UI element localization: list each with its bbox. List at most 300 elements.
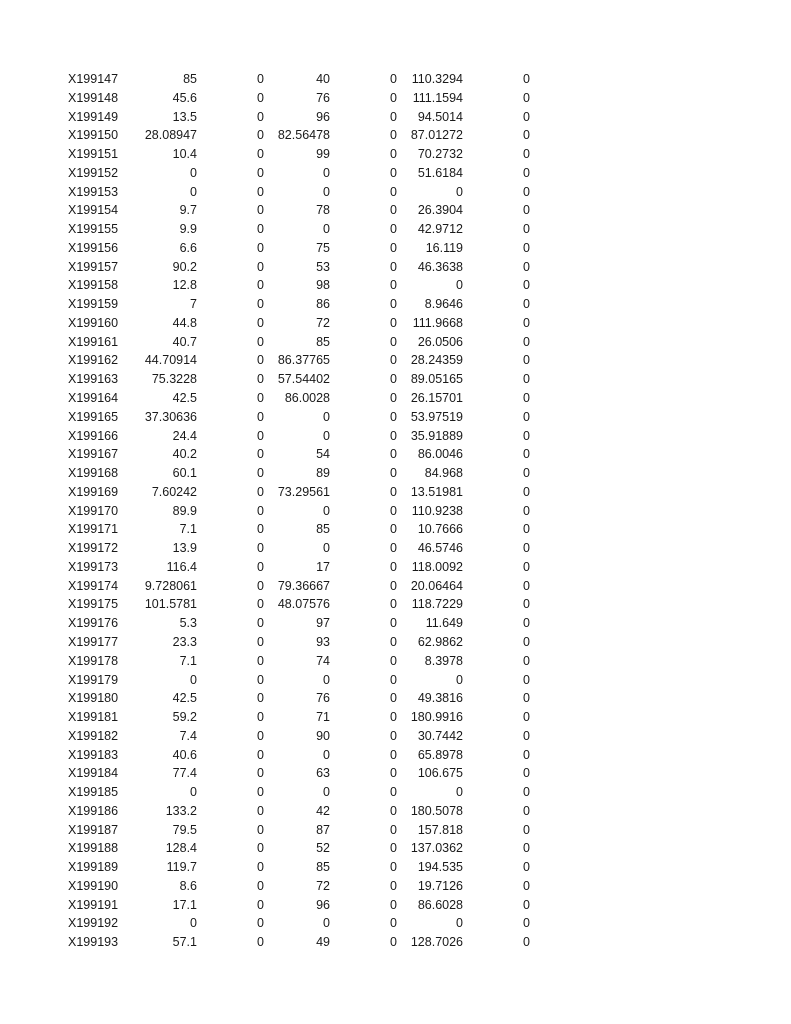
value-a-cell[interactable]: 128.4 <box>165 841 197 856</box>
value-b-cell[interactable]: 0 <box>257 372 264 387</box>
value-e-cell[interactable]: 86.6028 <box>417 897 463 912</box>
row-id-cell[interactable]: X199153 <box>68 184 119 199</box>
value-f-cell[interactable]: 0 <box>523 240 530 255</box>
value-d-cell[interactable]: 0 <box>390 878 397 893</box>
value-f-cell[interactable]: 0 <box>523 165 530 180</box>
row-id-cell[interactable]: X199161 <box>68 334 119 349</box>
value-c-cell[interactable]: 53 <box>316 259 330 274</box>
value-d-cell[interactable]: 0 <box>390 90 397 105</box>
value-d-cell[interactable]: 0 <box>390 240 397 255</box>
value-c-cell[interactable]: 72 <box>316 315 330 330</box>
row-id-cell[interactable]: X199169 <box>68 484 119 499</box>
row-id-cell[interactable]: X199147 <box>68 72 119 86</box>
row-id-cell[interactable]: X199175 <box>68 597 119 612</box>
row-id-cell[interactable]: X199154 <box>68 203 119 218</box>
row-id-cell[interactable]: X199173 <box>68 559 119 574</box>
value-b-cell[interactable]: 0 <box>257 597 264 612</box>
value-d-cell[interactable]: 0 <box>390 766 397 781</box>
row-id-cell[interactable]: X199176 <box>68 616 119 631</box>
value-d-cell[interactable]: 0 <box>390 503 397 518</box>
value-c-cell[interactable]: 0 <box>323 541 330 556</box>
value-f-cell[interactable]: 0 <box>523 278 530 293</box>
value-a-cell[interactable]: 17.1 <box>172 897 197 912</box>
value-e-cell[interactable]: 0 <box>456 916 463 931</box>
value-d-cell[interactable]: 0 <box>390 297 397 312</box>
row-id-cell[interactable]: X199163 <box>68 372 119 387</box>
value-b-cell[interactable]: 0 <box>257 90 264 105</box>
value-b-cell[interactable]: 0 <box>257 860 264 875</box>
value-a-cell[interactable]: 89.9 <box>172 503 197 518</box>
value-a-cell[interactable]: 42.5 <box>172 691 197 706</box>
value-f-cell[interactable]: 0 <box>523 653 530 668</box>
value-e-cell[interactable]: 49.3816 <box>417 691 463 706</box>
value-e-cell[interactable]: 8.3978 <box>424 653 463 668</box>
value-d-cell[interactable]: 0 <box>390 672 397 687</box>
value-c-cell[interactable]: 17 <box>316 559 330 574</box>
value-f-cell[interactable]: 0 <box>523 484 530 499</box>
value-f-cell[interactable]: 0 <box>523 691 530 706</box>
value-f-cell[interactable]: 0 <box>523 785 530 800</box>
value-c-cell[interactable]: 63 <box>316 766 330 781</box>
value-f-cell[interactable]: 0 <box>523 710 530 725</box>
value-c-cell[interactable]: 89 <box>316 466 330 481</box>
row-id-cell[interactable]: X199186 <box>68 803 119 818</box>
value-c-cell[interactable]: 85 <box>316 334 330 349</box>
value-f-cell[interactable]: 0 <box>523 897 530 912</box>
row-id-cell[interactable]: X199184 <box>68 766 119 781</box>
value-a-cell[interactable]: 0 <box>190 916 197 931</box>
value-c-cell[interactable]: 73.29561 <box>277 484 330 499</box>
value-f-cell[interactable]: 0 <box>523 353 530 368</box>
value-b-cell[interactable]: 0 <box>257 391 264 406</box>
value-d-cell[interactable]: 0 <box>390 747 397 762</box>
value-b-cell[interactable]: 0 <box>257 616 264 631</box>
value-d-cell[interactable]: 0 <box>390 165 397 180</box>
value-a-cell[interactable]: 75.3228 <box>151 372 197 387</box>
row-id-cell[interactable]: X199180 <box>68 691 119 706</box>
value-b-cell[interactable]: 0 <box>257 578 264 593</box>
row-id-cell[interactable]: X199162 <box>68 353 119 368</box>
value-e-cell[interactable]: 118.0092 <box>411 559 463 574</box>
value-b-cell[interactable]: 0 <box>257 522 264 537</box>
value-b-cell[interactable]: 0 <box>257 916 264 931</box>
row-id-cell[interactable]: X199178 <box>68 653 119 668</box>
value-b-cell[interactable]: 0 <box>257 109 264 124</box>
value-f-cell[interactable]: 0 <box>523 935 530 950</box>
value-b-cell[interactable]: 0 <box>257 766 264 781</box>
value-d-cell[interactable]: 0 <box>390 315 397 330</box>
row-id-cell[interactable]: X199171 <box>68 522 119 537</box>
value-f-cell[interactable]: 0 <box>523 466 530 481</box>
value-b-cell[interactable]: 0 <box>257 710 264 725</box>
value-a-cell[interactable]: 28.08947 <box>144 128 197 143</box>
value-e-cell[interactable]: 137.0362 <box>410 841 463 856</box>
value-a-cell[interactable]: 37.30636 <box>144 409 197 424</box>
row-id-cell[interactable]: X199151 <box>68 147 119 162</box>
value-e-cell[interactable]: 87.01272 <box>410 128 463 143</box>
value-a-cell[interactable]: 7.1 <box>179 653 197 668</box>
row-id-cell[interactable]: X199192 <box>68 916 119 931</box>
value-a-cell[interactable]: 44.70914 <box>144 353 197 368</box>
value-e-cell[interactable]: 46.5746 <box>417 541 463 556</box>
value-b-cell[interactable]: 0 <box>257 747 264 762</box>
row-id-cell[interactable]: X199159 <box>68 297 119 312</box>
value-a-cell[interactable]: 0 <box>190 184 197 199</box>
value-d-cell[interactable]: 0 <box>390 222 397 237</box>
value-f-cell[interactable]: 0 <box>523 766 530 781</box>
value-a-cell[interactable]: 7.1 <box>179 522 197 537</box>
value-f-cell[interactable]: 0 <box>523 184 530 199</box>
value-b-cell[interactable]: 0 <box>257 428 264 443</box>
value-b-cell[interactable]: 0 <box>257 484 264 499</box>
value-e-cell[interactable]: 10.7666 <box>417 522 463 537</box>
value-d-cell[interactable]: 0 <box>390 72 397 86</box>
value-b-cell[interactable]: 0 <box>257 691 264 706</box>
value-c-cell[interactable]: 78 <box>316 203 330 218</box>
value-f-cell[interactable]: 0 <box>523 878 530 893</box>
value-d-cell[interactable]: 0 <box>390 653 397 668</box>
value-e-cell[interactable]: 20.06464 <box>410 578 463 593</box>
row-id-cell[interactable]: X199189 <box>68 860 119 875</box>
value-b-cell[interactable]: 0 <box>257 541 264 556</box>
value-e-cell[interactable]: 35.91889 <box>410 428 463 443</box>
value-b-cell[interactable]: 0 <box>257 728 264 743</box>
value-c-cell[interactable]: 0 <box>323 785 330 800</box>
value-e-cell[interactable]: 11.649 <box>425 616 463 631</box>
value-f-cell[interactable]: 0 <box>523 616 530 631</box>
value-a-cell[interactable]: 13.5 <box>172 109 197 124</box>
value-e-cell[interactable]: 0 <box>456 672 463 687</box>
value-e-cell[interactable]: 0 <box>456 278 463 293</box>
value-c-cell[interactable]: 0 <box>323 916 330 931</box>
row-id-cell[interactable]: X199150 <box>68 128 119 143</box>
value-c-cell[interactable]: 86.37765 <box>277 353 330 368</box>
value-c-cell[interactable]: 49 <box>316 935 330 950</box>
value-a-cell[interactable]: 5.3 <box>179 616 197 631</box>
value-e-cell[interactable]: 110.9238 <box>411 503 463 518</box>
value-c-cell[interactable]: 40 <box>316 72 330 86</box>
value-f-cell[interactable]: 0 <box>523 147 530 162</box>
value-d-cell[interactable]: 0 <box>390 447 397 462</box>
value-e-cell[interactable]: 84.968 <box>424 466 463 481</box>
row-id-cell[interactable]: X199149 <box>68 109 119 124</box>
value-e-cell[interactable]: 118.7229 <box>411 597 463 612</box>
value-d-cell[interactable]: 0 <box>390 841 397 856</box>
value-e-cell[interactable]: 19.7126 <box>417 878 463 893</box>
value-b-cell[interactable]: 0 <box>257 935 264 950</box>
value-d-cell[interactable]: 0 <box>390 184 397 199</box>
row-id-cell[interactable]: X199183 <box>68 747 119 762</box>
value-a-cell[interactable]: 60.1 <box>172 466 197 481</box>
value-b-cell[interactable]: 0 <box>257 559 264 574</box>
value-f-cell[interactable]: 0 <box>523 90 530 105</box>
value-b-cell[interactable]: 0 <box>257 72 264 86</box>
value-f-cell[interactable]: 0 <box>523 109 530 124</box>
value-d-cell[interactable]: 0 <box>390 728 397 743</box>
value-f-cell[interactable]: 0 <box>523 372 530 387</box>
value-e-cell[interactable]: 0 <box>456 184 463 199</box>
value-e-cell[interactable]: 26.3904 <box>417 203 463 218</box>
value-f-cell[interactable]: 0 <box>523 222 530 237</box>
value-e-cell[interactable]: 86.0046 <box>417 447 463 462</box>
value-b-cell[interactable]: 0 <box>257 466 264 481</box>
value-d-cell[interactable]: 0 <box>390 822 397 837</box>
value-a-cell[interactable]: 9.9 <box>179 222 197 237</box>
value-a-cell[interactable]: 12.8 <box>172 278 197 293</box>
value-e-cell[interactable]: 0 <box>456 785 463 800</box>
value-a-cell[interactable]: 23.3 <box>172 634 197 649</box>
value-b-cell[interactable]: 0 <box>257 653 264 668</box>
value-f-cell[interactable]: 0 <box>523 860 530 875</box>
value-b-cell[interactable]: 0 <box>257 803 264 818</box>
value-a-cell[interactable]: 8.6 <box>179 878 197 893</box>
value-d-cell[interactable]: 0 <box>390 897 397 912</box>
value-d-cell[interactable]: 0 <box>390 259 397 274</box>
value-e-cell[interactable]: 157.818 <box>417 822 463 837</box>
value-a-cell[interactable]: 59.2 <box>172 710 197 725</box>
value-b-cell[interactable]: 0 <box>257 297 264 312</box>
value-c-cell[interactable]: 85 <box>316 860 330 875</box>
value-e-cell[interactable]: 8.9646 <box>424 297 463 312</box>
value-c-cell[interactable]: 0 <box>323 428 330 443</box>
value-a-cell[interactable]: 116.4 <box>166 559 197 574</box>
value-f-cell[interactable]: 0 <box>523 128 530 143</box>
value-a-cell[interactable]: 90.2 <box>172 259 197 274</box>
value-e-cell[interactable]: 94.5014 <box>417 109 463 124</box>
value-d-cell[interactable]: 0 <box>390 916 397 931</box>
value-c-cell[interactable]: 82.56478 <box>277 128 330 143</box>
value-b-cell[interactable]: 0 <box>257 128 264 143</box>
value-f-cell[interactable]: 0 <box>523 841 530 856</box>
value-d-cell[interactable]: 0 <box>390 860 397 875</box>
value-b-cell[interactable]: 0 <box>257 353 264 368</box>
row-id-cell[interactable]: X199152 <box>68 165 119 180</box>
value-d-cell[interactable]: 0 <box>390 353 397 368</box>
value-c-cell[interactable]: 99 <box>316 147 330 162</box>
value-e-cell[interactable]: 51.6184 <box>417 165 463 180</box>
value-f-cell[interactable]: 0 <box>523 409 530 424</box>
value-f-cell[interactable]: 0 <box>523 447 530 462</box>
value-d-cell[interactable]: 0 <box>390 334 397 349</box>
value-f-cell[interactable]: 0 <box>523 672 530 687</box>
value-b-cell[interactable]: 0 <box>257 409 264 424</box>
value-e-cell[interactable]: 16.119 <box>425 240 463 255</box>
value-d-cell[interactable]: 0 <box>390 391 397 406</box>
value-a-cell[interactable]: 42.5 <box>172 391 197 406</box>
value-c-cell[interactable]: 42 <box>316 803 330 818</box>
value-a-cell[interactable]: 45.6 <box>172 90 197 105</box>
value-d-cell[interactable]: 0 <box>390 691 397 706</box>
value-a-cell[interactable]: 40.6 <box>172 747 197 762</box>
value-d-cell[interactable]: 0 <box>390 616 397 631</box>
value-d-cell[interactable]: 0 <box>390 409 397 424</box>
value-f-cell[interactable]: 0 <box>523 541 530 556</box>
value-e-cell[interactable]: 194.535 <box>417 860 463 875</box>
value-d-cell[interactable]: 0 <box>390 597 397 612</box>
value-d-cell[interactable]: 0 <box>390 147 397 162</box>
value-b-cell[interactable]: 0 <box>257 822 264 837</box>
value-b-cell[interactable]: 0 <box>257 672 264 687</box>
value-c-cell[interactable]: 96 <box>316 897 330 912</box>
value-a-cell[interactable]: 7 <box>190 297 197 312</box>
value-a-cell[interactable]: 6.6 <box>179 240 197 255</box>
value-a-cell[interactable]: 9.7 <box>179 203 197 218</box>
value-a-cell[interactable]: 0 <box>190 785 197 800</box>
value-e-cell[interactable]: 180.5078 <box>410 803 463 818</box>
row-id-cell[interactable]: X199188 <box>68 841 119 856</box>
value-b-cell[interactable]: 0 <box>257 841 264 856</box>
value-c-cell[interactable]: 54 <box>316 447 330 462</box>
value-a-cell[interactable]: 79.5 <box>172 822 197 837</box>
value-d-cell[interactable]: 0 <box>390 484 397 499</box>
value-a-cell[interactable]: 7.60242 <box>151 484 197 499</box>
value-d-cell[interactable]: 0 <box>390 428 397 443</box>
value-d-cell[interactable]: 0 <box>390 128 397 143</box>
value-b-cell[interactable]: 0 <box>257 259 264 274</box>
value-b-cell[interactable]: 0 <box>257 503 264 518</box>
value-f-cell[interactable]: 0 <box>523 428 530 443</box>
row-id-cell[interactable]: X199177 <box>68 634 119 649</box>
value-f-cell[interactable]: 0 <box>523 203 530 218</box>
value-f-cell[interactable]: 0 <box>523 259 530 274</box>
value-e-cell[interactable]: 111.9668 <box>412 315 463 330</box>
value-c-cell[interactable]: 0 <box>323 747 330 762</box>
value-a-cell[interactable]: 13.9 <box>172 541 197 556</box>
value-d-cell[interactable]: 0 <box>390 710 397 725</box>
row-id-cell[interactable]: X199157 <box>68 259 119 274</box>
row-id-cell[interactable]: X199170 <box>68 503 119 518</box>
value-c-cell[interactable]: 79.36667 <box>277 578 330 593</box>
row-id-cell[interactable]: X199168 <box>68 466 119 481</box>
row-id-cell[interactable]: X199164 <box>68 391 119 406</box>
value-f-cell[interactable]: 0 <box>523 747 530 762</box>
value-d-cell[interactable]: 0 <box>390 578 397 593</box>
value-b-cell[interactable]: 0 <box>257 222 264 237</box>
value-d-cell[interactable]: 0 <box>390 785 397 800</box>
value-c-cell[interactable]: 76 <box>316 90 330 105</box>
value-c-cell[interactable]: 96 <box>316 109 330 124</box>
value-a-cell[interactable]: 133.2 <box>165 803 197 818</box>
value-d-cell[interactable]: 0 <box>390 541 397 556</box>
value-e-cell[interactable]: 46.3638 <box>417 259 463 274</box>
value-b-cell[interactable]: 0 <box>257 334 264 349</box>
value-e-cell[interactable]: 26.15701 <box>410 391 463 406</box>
value-c-cell[interactable]: 57.54402 <box>277 372 330 387</box>
value-a-cell[interactable]: 0 <box>190 165 197 180</box>
value-e-cell[interactable]: 70.2732 <box>417 147 463 162</box>
row-id-cell[interactable]: X199167 <box>68 447 119 462</box>
value-f-cell[interactable]: 0 <box>523 334 530 349</box>
value-f-cell[interactable]: 0 <box>523 803 530 818</box>
value-c-cell[interactable]: 86 <box>316 297 330 312</box>
value-d-cell[interactable]: 0 <box>390 278 397 293</box>
value-f-cell[interactable]: 0 <box>523 578 530 593</box>
value-b-cell[interactable]: 0 <box>257 447 264 462</box>
value-f-cell[interactable]: 0 <box>523 822 530 837</box>
value-a-cell[interactable]: 24.4 <box>172 428 197 443</box>
row-id-cell[interactable]: X199182 <box>68 728 119 743</box>
value-e-cell[interactable]: 128.7026 <box>410 935 463 950</box>
row-id-cell[interactable]: X199156 <box>68 240 119 255</box>
row-id-cell[interactable]: X199174 <box>68 578 119 593</box>
value-b-cell[interactable]: 0 <box>257 147 264 162</box>
value-e-cell[interactable]: 42.9712 <box>417 222 463 237</box>
value-c-cell[interactable]: 71 <box>316 710 330 725</box>
value-f-cell[interactable]: 0 <box>523 916 530 931</box>
value-d-cell[interactable]: 0 <box>390 634 397 649</box>
value-e-cell[interactable]: 106.675 <box>417 766 463 781</box>
value-c-cell[interactable]: 48.07576 <box>277 597 330 612</box>
value-b-cell[interactable]: 0 <box>257 240 264 255</box>
value-f-cell[interactable]: 0 <box>523 728 530 743</box>
value-e-cell[interactable]: 53.97519 <box>410 409 463 424</box>
value-c-cell[interactable]: 0 <box>323 672 330 687</box>
value-c-cell[interactable]: 90 <box>316 728 330 743</box>
value-c-cell[interactable]: 76 <box>316 691 330 706</box>
row-id-cell[interactable]: X199179 <box>68 672 119 687</box>
value-c-cell[interactable]: 72 <box>316 878 330 893</box>
value-f-cell[interactable]: 0 <box>523 315 530 330</box>
value-c-cell[interactable]: 0 <box>323 409 330 424</box>
row-id-cell[interactable]: X199148 <box>68 90 119 105</box>
row-id-cell[interactable]: X199190 <box>68 878 119 893</box>
value-c-cell[interactable]: 98 <box>316 278 330 293</box>
row-id-cell[interactable]: X199155 <box>68 222 119 237</box>
value-a-cell[interactable]: 0 <box>190 672 197 687</box>
value-f-cell[interactable]: 0 <box>523 522 530 537</box>
value-c-cell[interactable]: 0 <box>323 184 330 199</box>
value-e-cell[interactable]: 62.9862 <box>417 634 463 649</box>
value-b-cell[interactable]: 0 <box>257 315 264 330</box>
value-c-cell[interactable]: 52 <box>316 841 330 856</box>
value-f-cell[interactable]: 0 <box>523 297 530 312</box>
row-id-cell[interactable]: X199191 <box>68 897 119 912</box>
value-a-cell[interactable]: 57.1 <box>172 935 197 950</box>
row-id-cell[interactable]: X199185 <box>68 785 119 800</box>
row-id-cell[interactable]: X199181 <box>68 710 119 725</box>
value-c-cell[interactable]: 74 <box>316 653 330 668</box>
row-id-cell[interactable]: X199193 <box>68 935 119 950</box>
value-f-cell[interactable]: 0 <box>523 391 530 406</box>
value-d-cell[interactable]: 0 <box>390 559 397 574</box>
value-a-cell[interactable]: 85 <box>183 72 197 86</box>
value-a-cell[interactable]: 40.7 <box>172 334 197 349</box>
value-c-cell[interactable]: 86.0028 <box>284 391 330 406</box>
value-d-cell[interactable]: 0 <box>390 935 397 950</box>
value-c-cell[interactable]: 93 <box>316 634 330 649</box>
row-id-cell[interactable]: X199160 <box>68 315 119 330</box>
value-a-cell[interactable]: 44.8 <box>172 315 197 330</box>
value-b-cell[interactable]: 0 <box>257 184 264 199</box>
row-id-cell[interactable]: X199165 <box>68 409 119 424</box>
value-a-cell[interactable]: 101.5781 <box>144 597 197 612</box>
value-f-cell[interactable]: 0 <box>523 634 530 649</box>
row-id-cell[interactable]: X199172 <box>68 541 119 556</box>
value-a-cell[interactable]: 119.7 <box>166 860 197 875</box>
value-b-cell[interactable]: 0 <box>257 897 264 912</box>
value-d-cell[interactable]: 0 <box>390 522 397 537</box>
value-b-cell[interactable]: 0 <box>257 278 264 293</box>
value-a-cell[interactable]: 40.2 <box>172 447 197 462</box>
value-a-cell[interactable]: 10.4 <box>172 147 197 162</box>
value-d-cell[interactable]: 0 <box>390 466 397 481</box>
value-e-cell[interactable]: 65.8978 <box>417 747 463 762</box>
value-e-cell[interactable]: 89.05165 <box>410 372 463 387</box>
value-a-cell[interactable]: 77.4 <box>172 766 197 781</box>
value-c-cell[interactable]: 87 <box>316 822 330 837</box>
value-d-cell[interactable]: 0 <box>390 372 397 387</box>
value-c-cell[interactable]: 0 <box>323 222 330 237</box>
